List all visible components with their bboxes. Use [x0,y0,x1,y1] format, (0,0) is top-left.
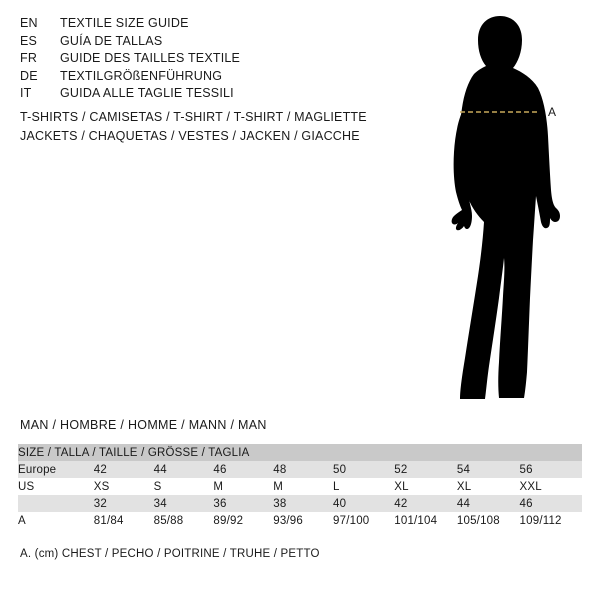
table-title: MAN / HOMBRE / HOMME / MANN / MAN [20,418,267,432]
row-label [18,495,94,512]
cell: XL [394,478,457,495]
language-text: GUÍA DE TALLAS [60,33,163,48]
cell: 50 [333,461,394,478]
language-code: DE [20,68,38,83]
category-jackets: JACKETS / CHAQUETAS / VESTES / JACKEN / GIACCHE [20,129,360,143]
cell: 36 [213,495,273,512]
size-table [18,444,582,529]
language-row [20,86,400,104]
cell: 56 [520,461,582,478]
cell: 44 [154,461,214,478]
cell: 105/108 [457,512,520,529]
category-tshirts: T-SHIRTS / CAMISETAS / T-SHIRT / T-SHIRT / MAGLIETTE [20,110,367,124]
cell: L [333,478,394,495]
measure-label-a: A [548,105,557,119]
cell: 34 [154,495,214,512]
cell: 52 [394,461,457,478]
cell: XS [94,478,154,495]
cell: 101/104 [394,512,457,529]
cell: 42 [394,495,457,512]
table-row [18,478,582,495]
cell: XXL [520,478,582,495]
language-row [20,16,400,34]
cell: 85/88 [154,512,214,529]
table-row [18,461,582,478]
cell: 46 [520,495,582,512]
footnote: A. (cm) CHEST / PECHO / POITRINE / TRUHE / PETTO [20,548,320,560]
cell: 97/100 [333,512,394,529]
cell: 93/96 [273,512,333,529]
category-list [20,110,440,148]
cell: 54 [457,461,520,478]
cell: M [273,478,333,495]
cell: 48 [273,461,333,478]
table-header-row [18,444,582,461]
language-text: GUIDE DES TAILLES TEXTILE [60,51,241,65]
table-row [18,512,582,529]
male-silhouette-figure [410,10,600,405]
cell: 46 [213,461,273,478]
language-list [20,16,400,104]
cell: 81/84 [94,512,154,529]
row-label: US [18,478,94,495]
table-row [18,495,582,512]
cell: M [213,478,273,495]
language-code: EN [20,16,38,30]
row-label: Europe [18,461,94,478]
language-code: IT [20,86,32,100]
cell: 40 [333,495,394,512]
language-text: TEXTILGRÖßENFÜHRUNG [60,68,223,83]
silhouette-icon [410,10,600,405]
cell: 32 [94,495,154,512]
language-row [20,69,400,87]
language-row [20,34,400,52]
language-row [20,51,400,69]
cell: XL [457,478,520,495]
cell: 38 [273,495,333,512]
language-code: ES [20,33,38,48]
table-header-label: SIZE / TALLA / TAILLE / GRÖSSE / TAGLIA [18,444,582,461]
language-code: FR [20,51,38,65]
cell: 89/92 [213,512,273,529]
cell: 42 [94,461,154,478]
row-label: A [18,512,94,529]
cell: 109/112 [520,512,582,529]
language-text: TEXTILE SIZE GUIDE [60,16,189,30]
cell: 44 [457,495,520,512]
language-text: GUIDA ALLE TAGLIE TESSILI [60,86,234,100]
cell: S [154,478,214,495]
